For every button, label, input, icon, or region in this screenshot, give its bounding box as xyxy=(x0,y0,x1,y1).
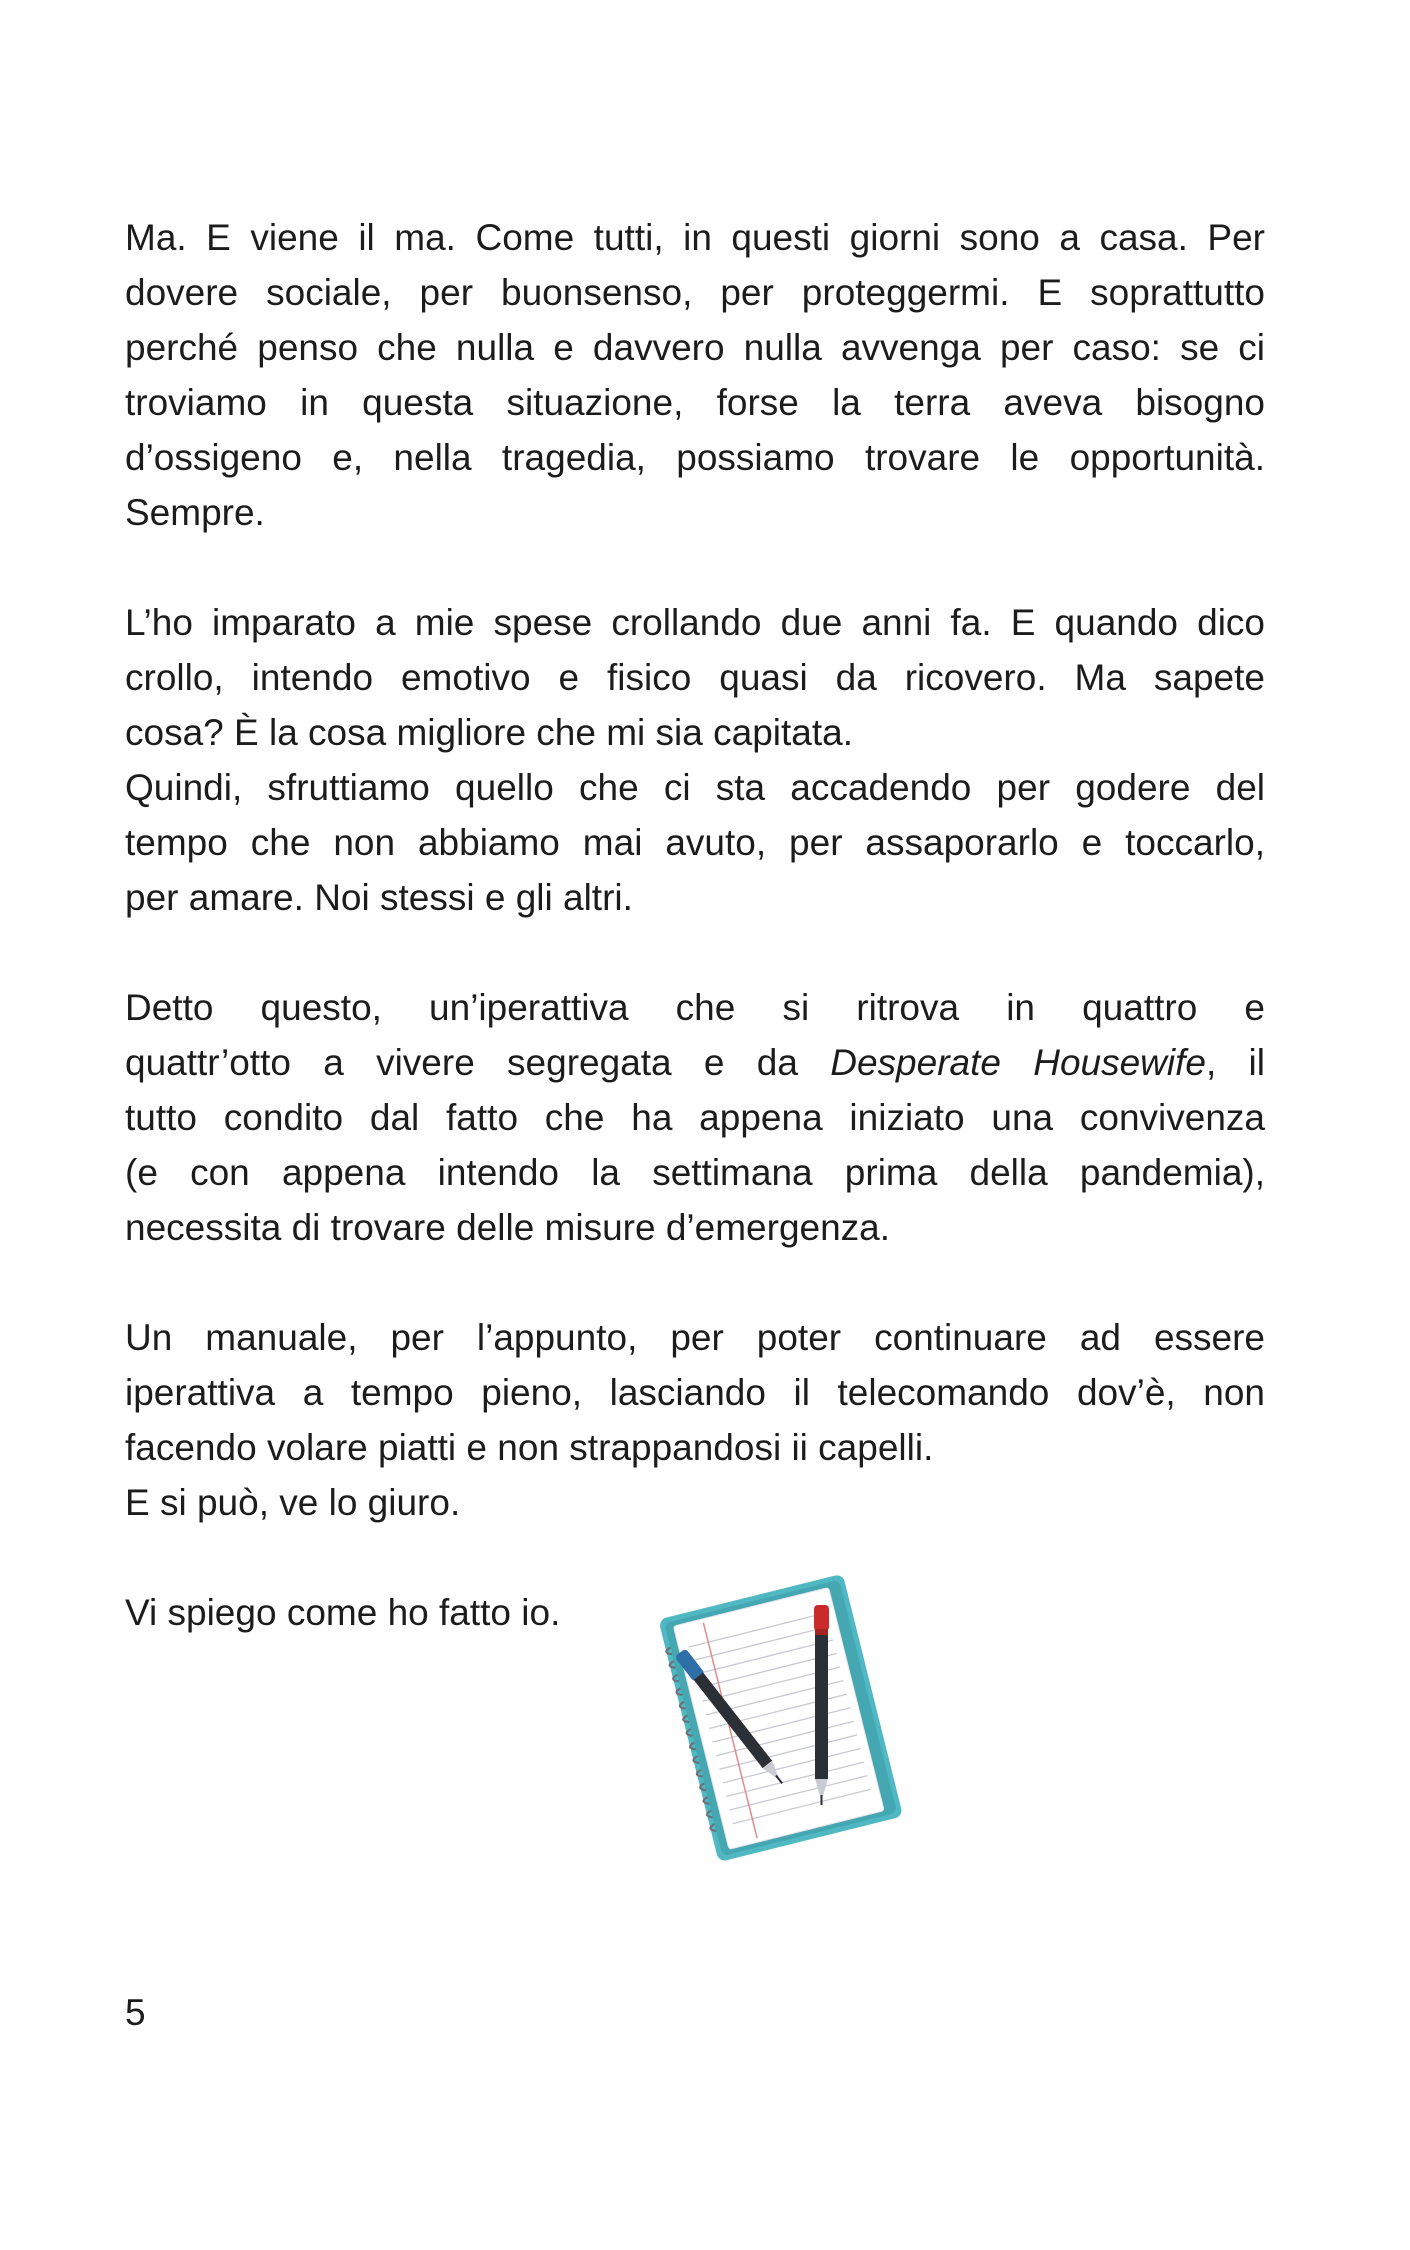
text-line: facendo volare piatti e non strappandosi ii capelli. xyxy=(125,1427,934,1468)
paragraph-3 xyxy=(125,980,1265,1255)
paragraph-2 xyxy=(125,595,1265,925)
text-line: necessita di trovare delle misure d’emergenza. xyxy=(125,1207,891,1248)
text-segment: quattr’otto a vivere segregata e da xyxy=(125,1042,831,1083)
text-line: per amare. Noi stessi e gli altri. xyxy=(125,877,633,918)
text-line: Un manuale, per l’appunto, per poter continuare ad essere xyxy=(125,1317,1265,1358)
text-line: L’ho imparato a mie spese crollando due anni fa. E quando dico xyxy=(125,602,1265,643)
text-line: Quindi, sfruttiamo quello che ci sta accadendo per godere del xyxy=(125,767,1265,808)
text-line: perché penso che nulla e davvero nulla avvenga per caso: se ci xyxy=(125,327,1265,368)
notebook-with-pens-icon xyxy=(630,1565,930,1865)
text-line: dovere sociale, per buonsenso, per proteggermi. E soprattutto xyxy=(125,272,1265,313)
text-line: crollo, intendo emotivo e fisico quasi da ricovero. Ma sapete xyxy=(125,657,1265,698)
text-line: Sempre. xyxy=(125,492,265,533)
red-pen xyxy=(814,1605,829,1805)
text-line-with-italic xyxy=(125,1035,1265,1090)
paragraph-1 xyxy=(125,210,1265,540)
paragraph-4 xyxy=(125,1310,1265,1530)
text-line: Ma. E viene il ma. Come tutti, in questi giorni sono a casa. Per xyxy=(125,217,1265,258)
text-line: (e con appena intendo la settimana prima della pandemia), xyxy=(125,1152,1265,1193)
italic-title: Desperate Housewife xyxy=(830,1042,1206,1083)
text-line: troviamo in questa situazione, forse la terra aveva bisogno xyxy=(125,382,1265,423)
text-line: E si può, ve lo giuro. xyxy=(125,1482,461,1523)
text-line: cosa? È la cosa migliore che mi sia capitata. xyxy=(125,712,854,753)
text-line: Detto questo, un’iperattiva che si ritrova in quattro e xyxy=(125,987,1265,1028)
text-line: tempo che non abbiamo mai avuto, per assaporarlo e toccarlo, xyxy=(125,822,1265,863)
page-number: 5 xyxy=(125,1992,146,2033)
text-line: iperattiva a tempo pieno, lasciando il telecomando dov’è, non xyxy=(125,1372,1265,1413)
text-line: Vi spiego come ho fatto io. xyxy=(125,1592,561,1633)
text-segment: , il xyxy=(1205,1042,1265,1083)
body-text xyxy=(125,210,1265,1640)
text-line: d’ossigeno e, nella tragedia, possiamo trovare le opportunità. xyxy=(125,437,1265,478)
text-line: tutto condito dal fatto che ha appena iniziato una convivenza xyxy=(125,1097,1265,1138)
notebook-illustration xyxy=(630,1565,930,1865)
